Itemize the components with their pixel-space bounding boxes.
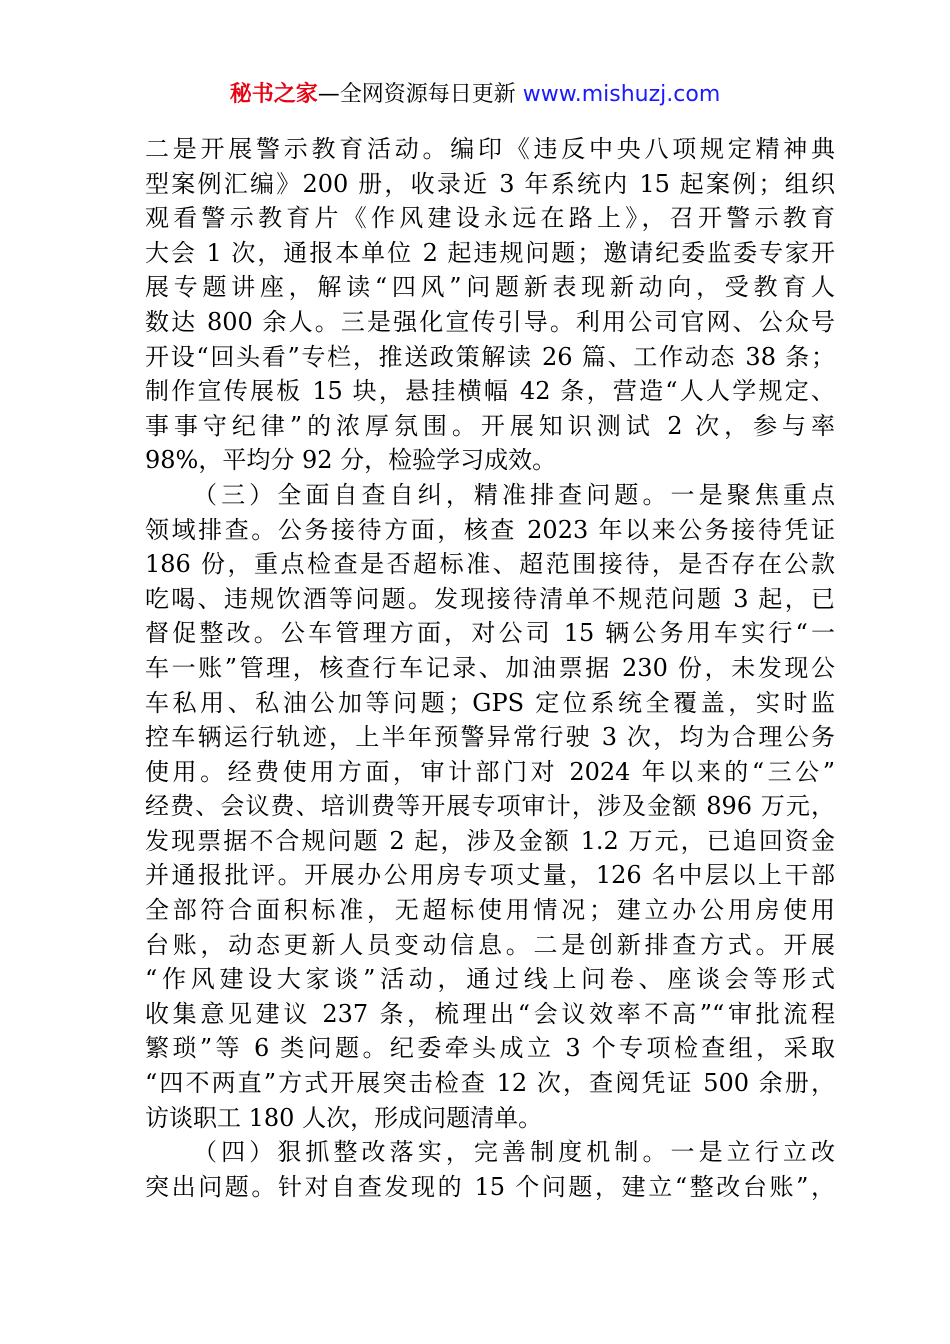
text-line: 突出问题。针对自查发现的 15 个问题，建立“整改台账”， [145, 1172, 835, 1201]
text-line: 车一账”管理，核查行车记录、加油票据 230 份，未发现公 [145, 653, 835, 682]
text-line: 车私用、私油公加等问题；GPS 定位系统全覆盖，实时监 [145, 688, 835, 717]
text-line: 领域排查。公务接待方面，核查 2023 年以来公务接待凭证 [145, 515, 835, 544]
text-line: 186 份，重点检查是否超标准、超范围接待，是否存在公款 [145, 550, 835, 579]
text-line: 展专题讲座，解读“四风”问题新表现新动向，受教育人 [145, 273, 835, 302]
text-line: 数达 800 余人。三是强化宣传引导。利用公司官网、公众号 [145, 307, 835, 336]
text-line: “作风建设大家谈”活动，通过线上问卷、座谈会等形式 [145, 965, 835, 994]
text-line: 使用。经费使用方面，审计部门对 2024 年以来的“三公” [145, 757, 835, 786]
text-line: 开设“回头看”专栏，推送政策解读 26 篇、工作动态 38 条； [145, 342, 835, 371]
text-line: 访谈职工 180 人次，形成问题清单。 [145, 1103, 543, 1132]
text-line: 发现票据不合规问题 2 起，涉及金额 1.2 万元，已追回资金 [145, 826, 835, 855]
header-slogan: —全网资源每日更新 [317, 82, 523, 107]
text-line: 事事守纪律”的浓厚氛围。开展知识测试 2 次，参与率 [145, 411, 835, 440]
brand-name: 秘书之家 [229, 82, 318, 107]
paragraph-heading-line: （三）全面自查自纠，精准排查问题。一是聚焦重点 [193, 480, 835, 509]
text-line: 控车辆运行轨迹，上半年预警异常行驶 3 次，均为合理公务 [145, 723, 835, 752]
text-line: 制作宣传展板 15 块，悬挂横幅 42 条，营造“人人学规定、 [145, 377, 835, 406]
text-line: 收集意见建议 237 条，梳理出“会议效率不高”“审批流程 [145, 999, 835, 1028]
text-line: 二是开展警示教育活动。编印《违反中央八项规定精神典 [145, 135, 835, 163]
text-line: “四不两直”方式开展突击检查 12 次，查阅凭证 500 余册， [145, 1069, 835, 1098]
text-line: 吃喝、违规饮酒等问题。发现接待清单不规范问题 3 起，已 [145, 584, 835, 613]
text-line: 大会 1 次，通报本单位 2 起违规问题；邀请纪委监委专家开 [145, 238, 835, 267]
text-line: 型案例汇编》200 册，收录近 3 年系统内 15 起案例；组织 [145, 169, 835, 198]
text-line: 98%，平均分 92 分，检验学习成效。 [145, 446, 557, 475]
text-line: 繁琐”等 6 类问题。纪委牵头成立 3 个专项检查组，采取 [145, 1034, 835, 1063]
document-body [145, 132, 835, 1204]
paragraph-heading-line: （四）狠抓整改落实，完善制度机制。一是立行立改 [193, 1138, 835, 1167]
text-line: 并通报批评。开展办公用房专项丈量，126 名中层以上干部 [145, 861, 835, 890]
text-line: 全部符合面积标准，无超标使用情况；建立办公用房使用 [145, 896, 835, 925]
text-line: 经费、会议费、培训费等开展专项审计，涉及金额 896 万元， [145, 792, 835, 821]
site-header [0, 78, 950, 112]
text-line: 台账，动态更新人员变动信息。二是创新排查方式。开展 [145, 930, 835, 959]
site-url-link[interactable]: www.mishuzj.com [522, 82, 721, 107]
text-line: 督促整改。公车管理方面，对公司 15 辆公务用车实行“一 [145, 619, 835, 648]
text-line: 观看警示教育片《作风建设永远在路上》，召开警示教育 [145, 204, 835, 233]
